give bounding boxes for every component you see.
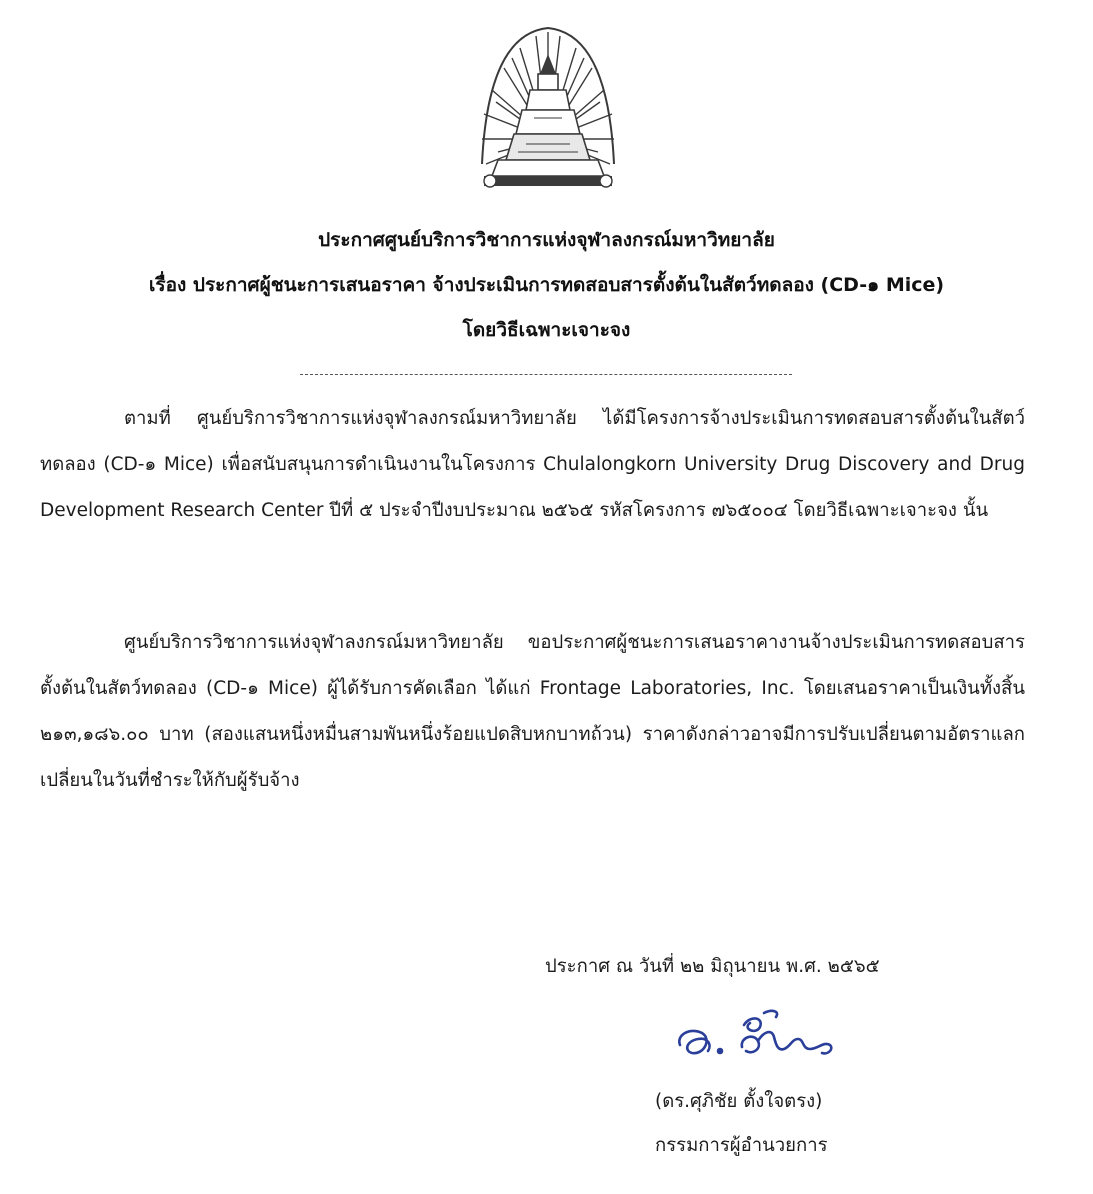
title-divider: [300, 374, 792, 375]
university-emblem-icon: [478, 14, 618, 194]
announcement-subject: เรื่อง ประกาศผู้ชนะการเสนอราคา จ้างประเมินการทดสอบสารตั้งต้นในสัตว์ทดลอง (CD-๑ Mice): [148, 274, 945, 296]
body-paragraph-award: ศูนย์บริการวิชาการแห่งจุฬาลงกรณ์มหาวิทยาลัย ขอประกาศผู้ชนะการเสนอราคางานจ้างประเมินการทดสอบสารตั้งต้นในสัตว์ทดลอง (CD-๑ Mice) ผู้ได้รับการคัดเลือก ได้แก่ Frontage Laboratories, Inc. โดยเสนอราคาเป็นเงินทั้งสิ้น ๒๑๓,๑๘๖.๐๐ บาท (สองแสนหนึ่งหมื่นสามพันหนึ่งร้อยแปดสิบหกบาทถ้วน) ราคาดังกล่าวอาจมีการปรับเปลี่ยนตามอัตราแลกเปลี่ยนในวันที่ชำระให้กับผู้รับจ้าง: [40, 632, 1025, 791]
announcement-date: ประกาศ ณ วันที่ ๒๒ มิถุนายน พ.ศ. ๒๕๖๕: [545, 956, 880, 977]
signer-name: (ดร.ศุภิชัย ตั้งใจตรง): [655, 1091, 823, 1112]
announcement-title: ประกาศศูนย์บริการวิชาการแห่งจุฬาลงกรณ์มหาวิทยาลัย: [318, 229, 775, 251]
body-paragraph-background: ตามที่ ศูนย์บริการวิชาการแห่งจุฬาลงกรณ์มหาวิทยาลัย ได้มีโครงการจ้างประเมินการทดสอบสารตั้งต้นในสัตว์ทดลอง (CD-๑ Mice) เพื่อสนับสนุนการดำเนินงานในโครงการ Chulalongkorn University Drug Discovery and Drug Development Research Center ปีที่ ๕ ประจำปีงบประมาณ ๒๕๖๕ รหัสโครงการ ๗๖๕๐๐๔ โดยวิธีเฉพาะเจาะจง นั้น: [40, 408, 1025, 521]
procurement-method: โดยวิธีเฉพาะเจาะจง: [462, 319, 631, 341]
handwritten-signature: [668, 1005, 848, 1073]
signer-title: กรรมการผู้อำนวยการ: [655, 1135, 828, 1156]
